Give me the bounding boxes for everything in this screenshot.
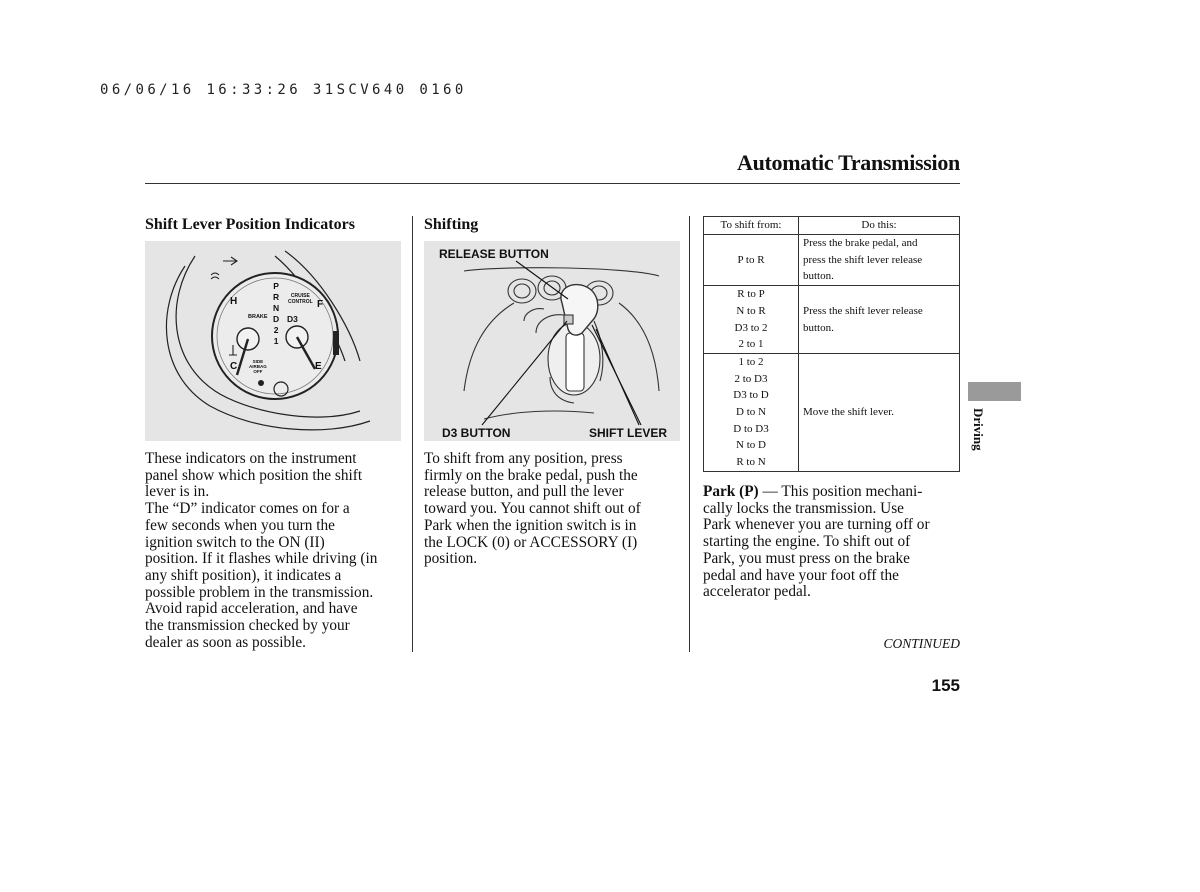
table-cell: Press the brake pedal, and press the shift lever release button.	[799, 235, 960, 286]
shifting-heading: Shifting	[424, 216, 479, 233]
continued-label: CONTINUED	[883, 636, 960, 651]
park-dash: —	[762, 483, 778, 500]
d3-button-label: D3 BUTTON	[442, 426, 511, 440]
shift-table	[703, 216, 960, 472]
shift-lever-illustration	[424, 241, 680, 441]
table-cell: 1 to 2 2 to D3 D3 to D D to N D to D3 N to D R to N	[704, 353, 799, 471]
prnd-indicator	[273, 281, 279, 347]
indicator-r: R	[273, 292, 280, 302]
indicator-d3: D3	[287, 314, 298, 324]
table-cell: R to P N to R D3 to 2 2 to 1	[704, 286, 799, 354]
shifting-paragraph: To shift from any position, press firmly on the brake pedal, push the release button, and pull the lever toward you. You cannot shift out of Park when the ignition switch is in the LOCK (0) or ACCESSORY (I) position.	[424, 450, 641, 568]
indicator-n: N	[273, 303, 280, 313]
gauge-h-label: H	[230, 296, 238, 307]
table-cell: P to R	[704, 235, 799, 286]
section-tab	[968, 382, 1021, 401]
gauge-c-label: C	[230, 361, 238, 372]
section-tab-label: Driving	[971, 408, 986, 451]
table-header: To shift from:	[704, 217, 799, 235]
brake-indicator: BRAKE	[248, 314, 268, 320]
indicator-1: 1	[273, 336, 279, 346]
release-button-label: RELEASE BUTTON	[439, 247, 549, 261]
page-title: Automatic Transmission	[737, 150, 960, 175]
title-rule	[145, 183, 960, 184]
shift-lever-label: SHIFT LEVER	[589, 426, 668, 440]
side-airbag-off-indicator: SIDE AIRBAG OFF	[249, 359, 267, 374]
indicator-d: D	[273, 314, 280, 324]
table-cell: Press the shift lever release button.	[799, 286, 960, 354]
gauge-figure	[145, 241, 401, 441]
table-row	[704, 286, 960, 354]
shift-lever-figure	[424, 241, 680, 441]
park-paragraph: Park (P) — This position mechani- cally locks the transmission. Use Park whenever you are turning off or starting the engine. To shift out of Park, you must press on the brake pedal and have your foot off the accelerator pedal.	[703, 483, 930, 601]
indicator-p: P	[273, 281, 279, 291]
column-divider-right	[689, 216, 690, 652]
column-divider-left	[412, 216, 413, 652]
indicator-2: 2	[273, 325, 279, 335]
table-row	[704, 235, 960, 286]
cruise-control-indicator: CRUISE CONTROL	[288, 293, 313, 305]
table-header-row	[704, 217, 960, 235]
table-row	[704, 353, 960, 471]
park-term: Park (P)	[703, 483, 759, 500]
indicator-paragraph: These indicators on the instrument panel show which position the shift lever is in. The “D” indicator comes on for a few seconds when you turn the ignition switch to the ON (II) position. If it flashes while driving (in any shift position), it indicates a possible problem in the transmission. Avoid rapid acceleration, and have the transmission checked by your dealer as soon as possible.	[145, 450, 378, 651]
page-number: 155	[931, 676, 960, 695]
table-header: Do this:	[799, 217, 960, 235]
print-header: 06/06/16 16:33:26 31SCV640 0160	[100, 82, 467, 98]
gauge-f-label: F	[317, 299, 324, 310]
gauge-e-label: E	[315, 361, 322, 372]
table-cell: Move the shift lever.	[799, 353, 960, 471]
shift-indicator-heading: Shift Lever Position Indicators	[145, 216, 355, 233]
